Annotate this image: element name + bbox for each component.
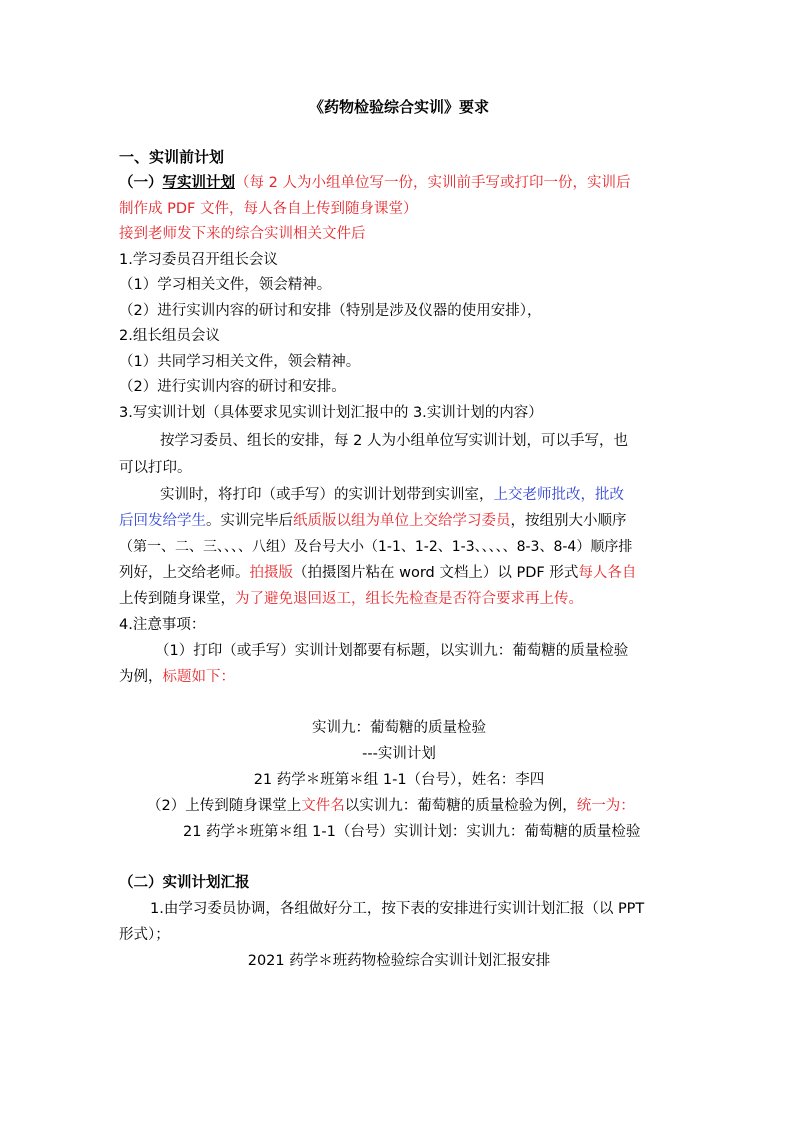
report-line-1: 1.由学习委员协调，各组做好分工，按下表的安排进行实训计划汇报（以 PPT xyxy=(150,901,645,917)
subsection-1-label: 写实训计划 xyxy=(162,175,235,191)
document-title: 《药物检验综合实训》要求 xyxy=(308,98,489,116)
paragraph-1-line-2: 可以打印。 xyxy=(119,460,192,476)
note-2-red-2: 统一为： xyxy=(576,798,635,814)
example-info: 21 药学＊班第＊组 1-1（台号），姓名：李四 xyxy=(253,772,545,788)
paragraph-2-line-2 xyxy=(119,510,679,532)
item-2: 2.组长组员会议 xyxy=(119,328,220,344)
paragraph-2-red-2: 拍摄版 xyxy=(249,565,293,581)
section-1-heading: 一、实训前计划 xyxy=(119,148,225,166)
note-2-text: （2）上传到随身课堂上 xyxy=(147,798,302,814)
report-line-2: 形式）； xyxy=(119,927,170,943)
paragraph-2-red-3: 每人各自 xyxy=(578,565,637,581)
note-1-line-2 xyxy=(119,666,679,688)
item-2-2: （2）进行实训内容的研讨和安排。 xyxy=(119,379,346,395)
example-subtitle: ---实训计划 xyxy=(362,746,436,762)
note-2-example: 21 药学＊班第＊组 1-1（台号）实训计划：实训九：葡萄糖的质量检验 xyxy=(183,824,641,840)
note-2-red-1: 文件名 xyxy=(301,798,345,814)
paragraph-2-text: 实训时，将打印（或手写）的实训计划带到实训室， xyxy=(160,487,494,503)
paragraph-2-line-1 xyxy=(160,484,675,506)
item-2-1: （1）共同学习相关文件，领会精神。 xyxy=(119,354,361,370)
paragraph-2-red-1: 纸质版以组为单位上交给学习委员 xyxy=(293,513,511,529)
paragraph-2-text-6: 上传到随身课堂， xyxy=(119,591,235,607)
paragraph-2-text-3: ，按组别大小顺序 xyxy=(510,513,627,529)
subsection-1-note-1: （每 2 人为小组单位写一份，实训前手写或打印一份，实训后 xyxy=(235,175,631,191)
note-1-red: 标题如下： xyxy=(162,669,235,685)
paragraph-2-line-3: （第一、二、三、、、、八组）及台号大小（1-1、1-2、1-3、、、、、8-3、8-4）顺序排 xyxy=(119,539,633,555)
paragraph-2-red-4: 为了避免退回返工，组长先检查是否符合要求再上传。 xyxy=(235,591,583,607)
table-title: 2021 药学＊班药物检验综合实训计划汇报安排 xyxy=(247,953,551,969)
note-1-line-1: （1）打印（或手写）实训计划都要有标题，以实训九：葡萄糖的质量检验 xyxy=(155,643,629,659)
paragraph-2-text-5: （拍摄图片粘在 word 文档上）以 PDF 形式 xyxy=(293,565,579,581)
example-title: 实训九：葡萄糖的质量检验 xyxy=(312,720,486,736)
subsection-1-prefix: （一） xyxy=(119,175,163,191)
note-2-text-2: 以实训九：葡萄糖的质量检验为例， xyxy=(344,798,577,814)
note-2-line-1 xyxy=(147,795,675,817)
paragraph-2-line-4 xyxy=(119,562,679,584)
paragraph-2-blue-2: 后回发给学生 xyxy=(119,513,206,529)
item-1: 1.学习委员召开组长会议 xyxy=(119,252,278,268)
item-1-1: （1）学习相关文件，领会精神。 xyxy=(119,277,332,293)
subsection-1-note-2: 制作成 PDF 文件，每人各自上传到随身课堂） xyxy=(119,201,418,217)
paragraph-1-line-1: 按学习委员、组长的安排，每 2 人为小组单位写实训计划，可以手写，也 xyxy=(160,433,628,449)
subsection-2-heading: （二）实训计划汇报 xyxy=(119,875,250,891)
item-3: 3.写实训计划（具体要求见实训计划汇报中的 3.实训计划的内容） xyxy=(119,405,543,421)
item-4: 4.注意事项： xyxy=(119,617,206,633)
subsection-1-note-3: 接到老师发下来的综合实训相关文件后 xyxy=(119,226,366,242)
paragraph-2-text-2: 。实训完毕后 xyxy=(206,513,293,529)
paragraph-2-text-4: 列好，上交给老师。 xyxy=(119,565,250,581)
subsection-1-heading xyxy=(119,172,679,194)
item-1-2: （2）进行实训内容的研讨和安排（特别是涉及仪器的使用安排）， xyxy=(119,303,542,319)
note-1-text: 为例， xyxy=(119,669,163,685)
paragraph-2-line-5 xyxy=(119,588,679,610)
paragraph-2-blue-1: 上交老师批改，批改 xyxy=(493,487,624,503)
